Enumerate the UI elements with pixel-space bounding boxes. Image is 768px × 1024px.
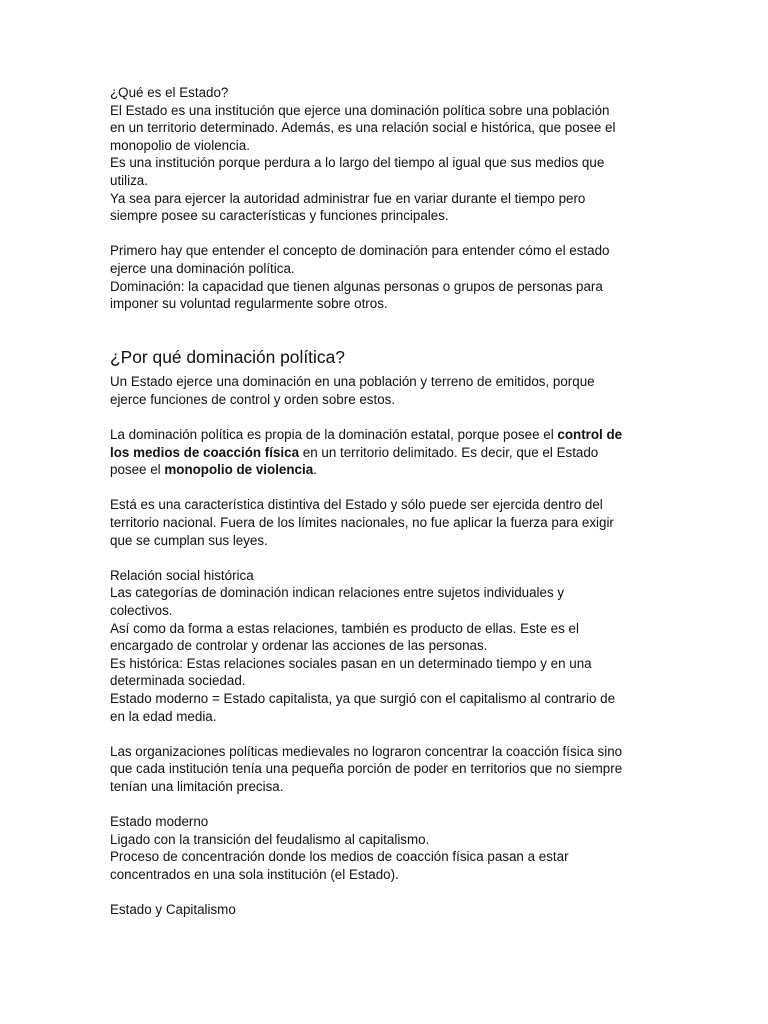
text-line (110, 102, 670, 120)
text-line (110, 637, 670, 655)
text-line (110, 708, 670, 726)
text-run: encargado de controlar y ordenar las acciones de las personas. (110, 638, 488, 654)
document-body (110, 84, 670, 919)
paragraph-spacer (110, 409, 670, 427)
text-run: Primero hay que entender el concepto de dominación para entender cómo el estado (110, 243, 610, 259)
paragraph-spacer (110, 479, 670, 497)
text-line (110, 496, 670, 514)
state-capitalism-paragraph (110, 901, 670, 919)
text-line (110, 260, 670, 278)
domination-concept-paragraph (110, 242, 670, 312)
text-line (110, 813, 670, 831)
text-run: Ligado con la transición del feudalismo al capitalismo. (110, 831, 430, 847)
text-run: en un territorio delimitado. Es decir, que el Estado (299, 444, 599, 460)
text-line (110, 207, 670, 225)
text-line (110, 84, 670, 102)
paragraph-spacer (110, 225, 670, 243)
text-run: determinada sociedad. (110, 673, 246, 689)
text-run: que cada institución tenía una pequeña porción de poder en territorios que no siempre (110, 761, 623, 777)
text-run: imponer su voluntad regularmente sobre otros. (110, 296, 388, 312)
paragraph-spacer (110, 725, 670, 743)
text-line (110, 532, 670, 550)
text-line (110, 901, 670, 919)
text-run: Estado moderno = Estado capitalista, ya que surgió con el capitalismo al contrario de (110, 691, 616, 706)
text-run: que se cumplan sus leyes. (110, 532, 268, 548)
intro-paragraph (110, 84, 670, 225)
text-run: . (313, 462, 317, 478)
text-run: Proceso de concentración donde los medios de coacción física pasan a estar (110, 849, 569, 865)
text-run: ejerce funciones de control y orden sobre estos. (110, 391, 396, 407)
text-line (110, 373, 670, 391)
text-run: Ya sea para ejercer la autoridad administrar fue en variar durante el tiempo pero (110, 190, 586, 206)
text-line (110, 778, 670, 796)
text-line (110, 119, 670, 137)
medieval-organizations-paragraph (110, 743, 670, 796)
text-run: en la edad media. (110, 708, 217, 724)
text-run: colectivos. (110, 603, 173, 619)
text-line (110, 690, 670, 708)
text-run: posee el (110, 462, 165, 478)
text-run: Las organizaciones políticas medievales no lograron concentrar la coacción física sino (110, 743, 623, 759)
coercion-monopoly-paragraph (110, 426, 670, 479)
text-line (110, 743, 670, 761)
text-line (110, 584, 670, 602)
political-domination-heading: ¿Por qué dominación política? (110, 347, 345, 368)
text-line (110, 154, 670, 172)
text-line (110, 848, 670, 866)
text-run: territorio nacional. Fuera de los límites nacionales, no fue aplicar la fuerza para exigir (110, 515, 614, 531)
text-run: siempre posee su características y funciones principales. (110, 208, 449, 224)
text-line (110, 137, 670, 155)
text-run: utiliza. (110, 172, 148, 188)
bold-emphasis: los medios de coacción física (110, 444, 300, 460)
text-run: Estado y Capitalismo (110, 902, 236, 918)
text-run: Es una institución porque perdura a lo largo del tiempo al igual que sus medios que (110, 155, 605, 171)
text-line (110, 620, 670, 638)
state-control-paragraph (110, 373, 670, 408)
text-line (110, 391, 670, 409)
text-line (110, 567, 670, 585)
text-line (110, 760, 670, 778)
paragraph-spacer (110, 796, 670, 814)
text-run: concentrados en una sola institución (el Estado). (110, 866, 399, 882)
text-run: Así como da forma a estas relaciones, también es producto de ellas. Este es el (110, 620, 579, 636)
text-run: Es histórica: Estas relaciones sociales pasan en un determinado tiempo y en una (110, 655, 592, 671)
text-run: ejerce una dominación política. (110, 260, 295, 276)
modern-state-paragraph (110, 813, 670, 883)
distinctive-feature-paragraph (110, 496, 670, 549)
text-line (110, 278, 670, 296)
text-line (110, 461, 670, 479)
text-line (110, 295, 670, 313)
historical-social-relation-paragraph (110, 567, 670, 725)
paragraph-spacer (110, 313, 670, 331)
text-line (110, 242, 670, 260)
bold-emphasis: monopolio de violencia (164, 462, 314, 478)
text-line (110, 602, 670, 620)
text-line (110, 672, 670, 690)
text-run: tenían una limitación precisa. (110, 778, 284, 794)
text-line (110, 426, 670, 444)
text-run: Está es una característica distintiva del Estado y sólo puede ser ejercida dentro del (110, 497, 603, 513)
text-run: Estado moderno (110, 814, 209, 830)
text-run: Relación social histórica (110, 567, 254, 583)
text-line (110, 190, 670, 208)
text-line (110, 655, 670, 673)
text-run: Las categorías de dominación indican relaciones entre sujetos individuales y (110, 585, 565, 601)
text-line (110, 514, 670, 532)
text-line (110, 444, 670, 462)
text-run: El Estado es una institución que ejerce una dominación política sobre una población (110, 102, 610, 118)
text-line (110, 172, 670, 190)
text-run: ¿Qué es el Estado? (110, 85, 229, 100)
text-run: Dominación: la capacidad que tienen algunas personas o grupos de personas para (110, 278, 603, 294)
paragraph-spacer (110, 549, 670, 567)
text-run: monopolio de violencia. (110, 137, 250, 153)
text-run: La dominación política es propia de la dominación estatal, porque posee el (110, 427, 558, 443)
text-run: Un Estado ejerce una dominación en una población y terreno de emitidos, porque (110, 374, 595, 390)
text-line (110, 831, 670, 849)
paragraph-spacer (110, 884, 670, 902)
bold-emphasis: control de (557, 427, 623, 443)
text-line (110, 866, 670, 884)
text-run: en un territorio determinado. Además, es una relación social e histórica, que posee el (110, 120, 616, 136)
